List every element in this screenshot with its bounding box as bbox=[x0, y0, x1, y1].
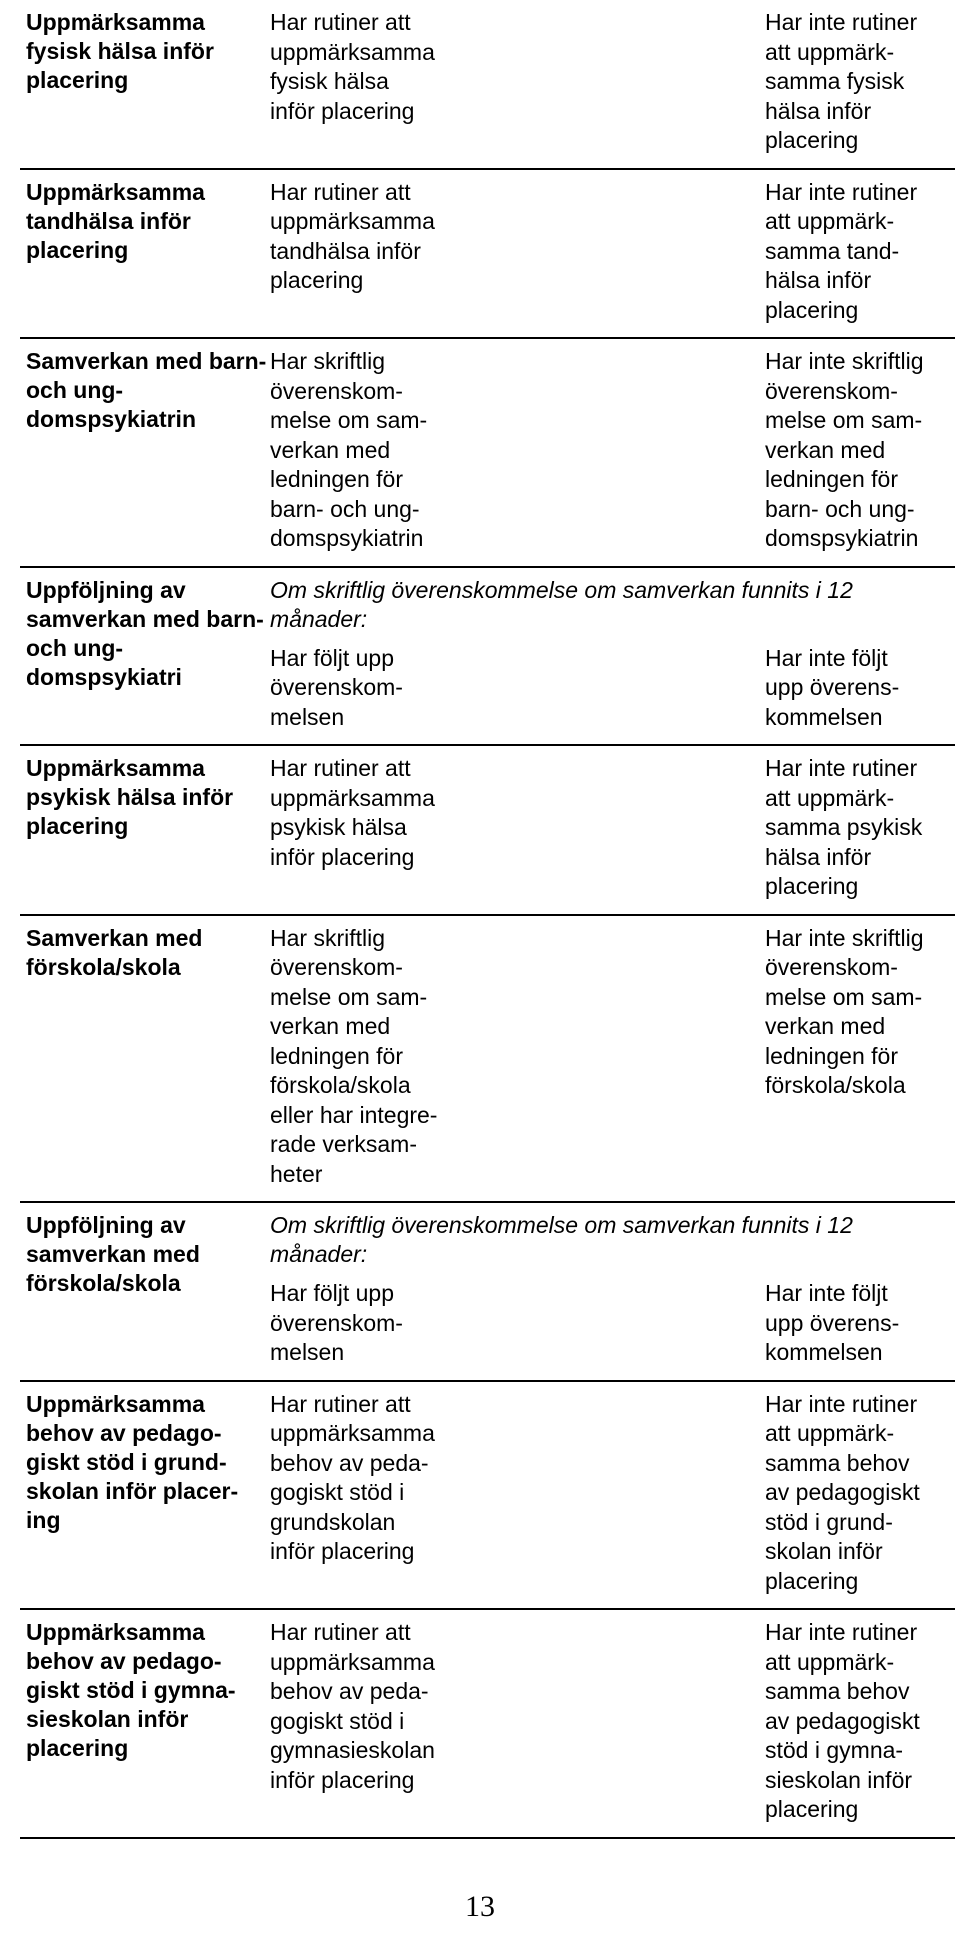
row-content bbox=[270, 347, 955, 566]
response-pair bbox=[270, 754, 955, 902]
response-pair bbox=[270, 1279, 955, 1368]
table-row bbox=[20, 1610, 955, 1839]
has-not-option: Har inte följt upp överens- kommelsen bbox=[765, 1280, 900, 1365]
has-not-option: Har inte följt upp överens- kommelsen bbox=[765, 644, 900, 730]
followup-condition: Om skriftlig överenskommelse om samverkan funnits i 12 månader: bbox=[270, 1212, 853, 1267]
has-option: Har skriftlig överenskom- melse om sam- verkan med ledningen för barn- och ung- domspsykiatrin bbox=[270, 348, 428, 551]
table-row bbox=[20, 568, 955, 747]
table-row bbox=[20, 746, 955, 916]
response-pair bbox=[270, 178, 955, 326]
has-not-option: Har inte skriftlig överenskom- melse om sam- verkan med ledningen för förskola/skola bbox=[765, 924, 924, 1098]
response-pair bbox=[270, 1390, 955, 1597]
has-option: Har rutiner att uppmärksamma psykisk hälsa inför placering bbox=[270, 755, 435, 870]
response-pair bbox=[270, 1618, 955, 1825]
has-option: Har skriftlig överenskom- melse om sam- verkan med ledningen för förskola/skola eller har integre- rade verksam- heter bbox=[270, 924, 438, 1187]
has-not-option: Har inte skriftlig överenskom- melse om sam- verkan med ledningen för barn- och ung- domspsykiatrin bbox=[765, 348, 924, 551]
row-label: Samverkan med förskola/skola bbox=[26, 924, 203, 980]
table-row bbox=[20, 0, 955, 170]
row-content bbox=[270, 1211, 955, 1380]
response-pair bbox=[270, 347, 955, 554]
row-content bbox=[270, 1390, 955, 1609]
row-content bbox=[270, 576, 955, 745]
table-row bbox=[20, 170, 955, 340]
row-label: Uppföljning av samverkan med barn- och ung-domspsykiatri bbox=[26, 576, 264, 690]
row-content bbox=[270, 754, 955, 914]
has-not-option: Har inte rutiner att uppmärk- samma tand- hälsa inför placering bbox=[765, 178, 918, 323]
row-label: Samverkan med barn- och ung-domspsykiatrin bbox=[26, 348, 267, 432]
has-not-option: Har inte rutiner att uppmärk- samma behov av pedagogiskt stöd i gymna- sieskolan inför placering bbox=[765, 1619, 920, 1822]
table-row bbox=[20, 339, 955, 568]
row-label: Uppföljning av samverkan med förskola/skola bbox=[26, 1212, 200, 1296]
has-not-option: Har inte rutiner att uppmärk- samma fysisk hälsa inför placering bbox=[765, 9, 918, 153]
row-content bbox=[270, 1618, 955, 1837]
table-row bbox=[20, 1382, 955, 1611]
has-option: Har rutiner att uppmärksamma behov av peda- gogiskt stöd i grundskolan inför placering bbox=[270, 1390, 435, 1564]
response-pair bbox=[270, 8, 955, 156]
has-option: Har följt upp överenskom- melsen bbox=[270, 644, 403, 730]
has-option: Har följt upp överenskom- melsen bbox=[270, 1280, 403, 1365]
page-number: 13 bbox=[465, 1890, 495, 1923]
has-option: Har rutiner att uppmärksamma fysisk hälsa inför placering bbox=[270, 9, 435, 124]
has-option: Har rutiner att uppmärksamma behov av peda- gogiskt stöd i gymnasieskolan inför placering bbox=[270, 1619, 435, 1793]
row-label: Uppmärksamma fysisk hälsa inför placering bbox=[26, 9, 214, 93]
response-pair bbox=[270, 644, 955, 733]
response-pair bbox=[270, 924, 955, 1190]
row-label: Uppmärksamma behov av pedago-giskt stöd i grund-skolan inför placer-ing bbox=[26, 1390, 239, 1533]
row-label: Uppmärksamma psykisk hälsa inför placering bbox=[26, 755, 234, 839]
followup-condition: Om skriftlig överenskommelse om samverkan funnits i 12 månader: bbox=[270, 576, 853, 632]
row-content bbox=[270, 178, 955, 338]
row-label: Uppmärksamma behov av pedago-giskt stöd i gymna-sieskolan inför placering bbox=[26, 1619, 236, 1761]
table-row bbox=[20, 1203, 955, 1382]
row-content bbox=[270, 8, 955, 168]
has-option: Har rutiner att uppmärksamma tandhälsa inför placering bbox=[270, 178, 435, 293]
table-row bbox=[20, 916, 955, 1204]
criteria-table bbox=[20, 0, 955, 1839]
row-label: Uppmärksamma tandhälsa inför placering bbox=[26, 178, 205, 263]
has-not-option: Har inte rutiner att uppmärk- samma psykisk hälsa inför placering bbox=[765, 755, 923, 899]
row-content bbox=[270, 924, 955, 1202]
has-not-option: Har inte rutiner att uppmärk- samma behov av pedagogiskt stöd i grund- skolan inför placering bbox=[765, 1390, 920, 1594]
